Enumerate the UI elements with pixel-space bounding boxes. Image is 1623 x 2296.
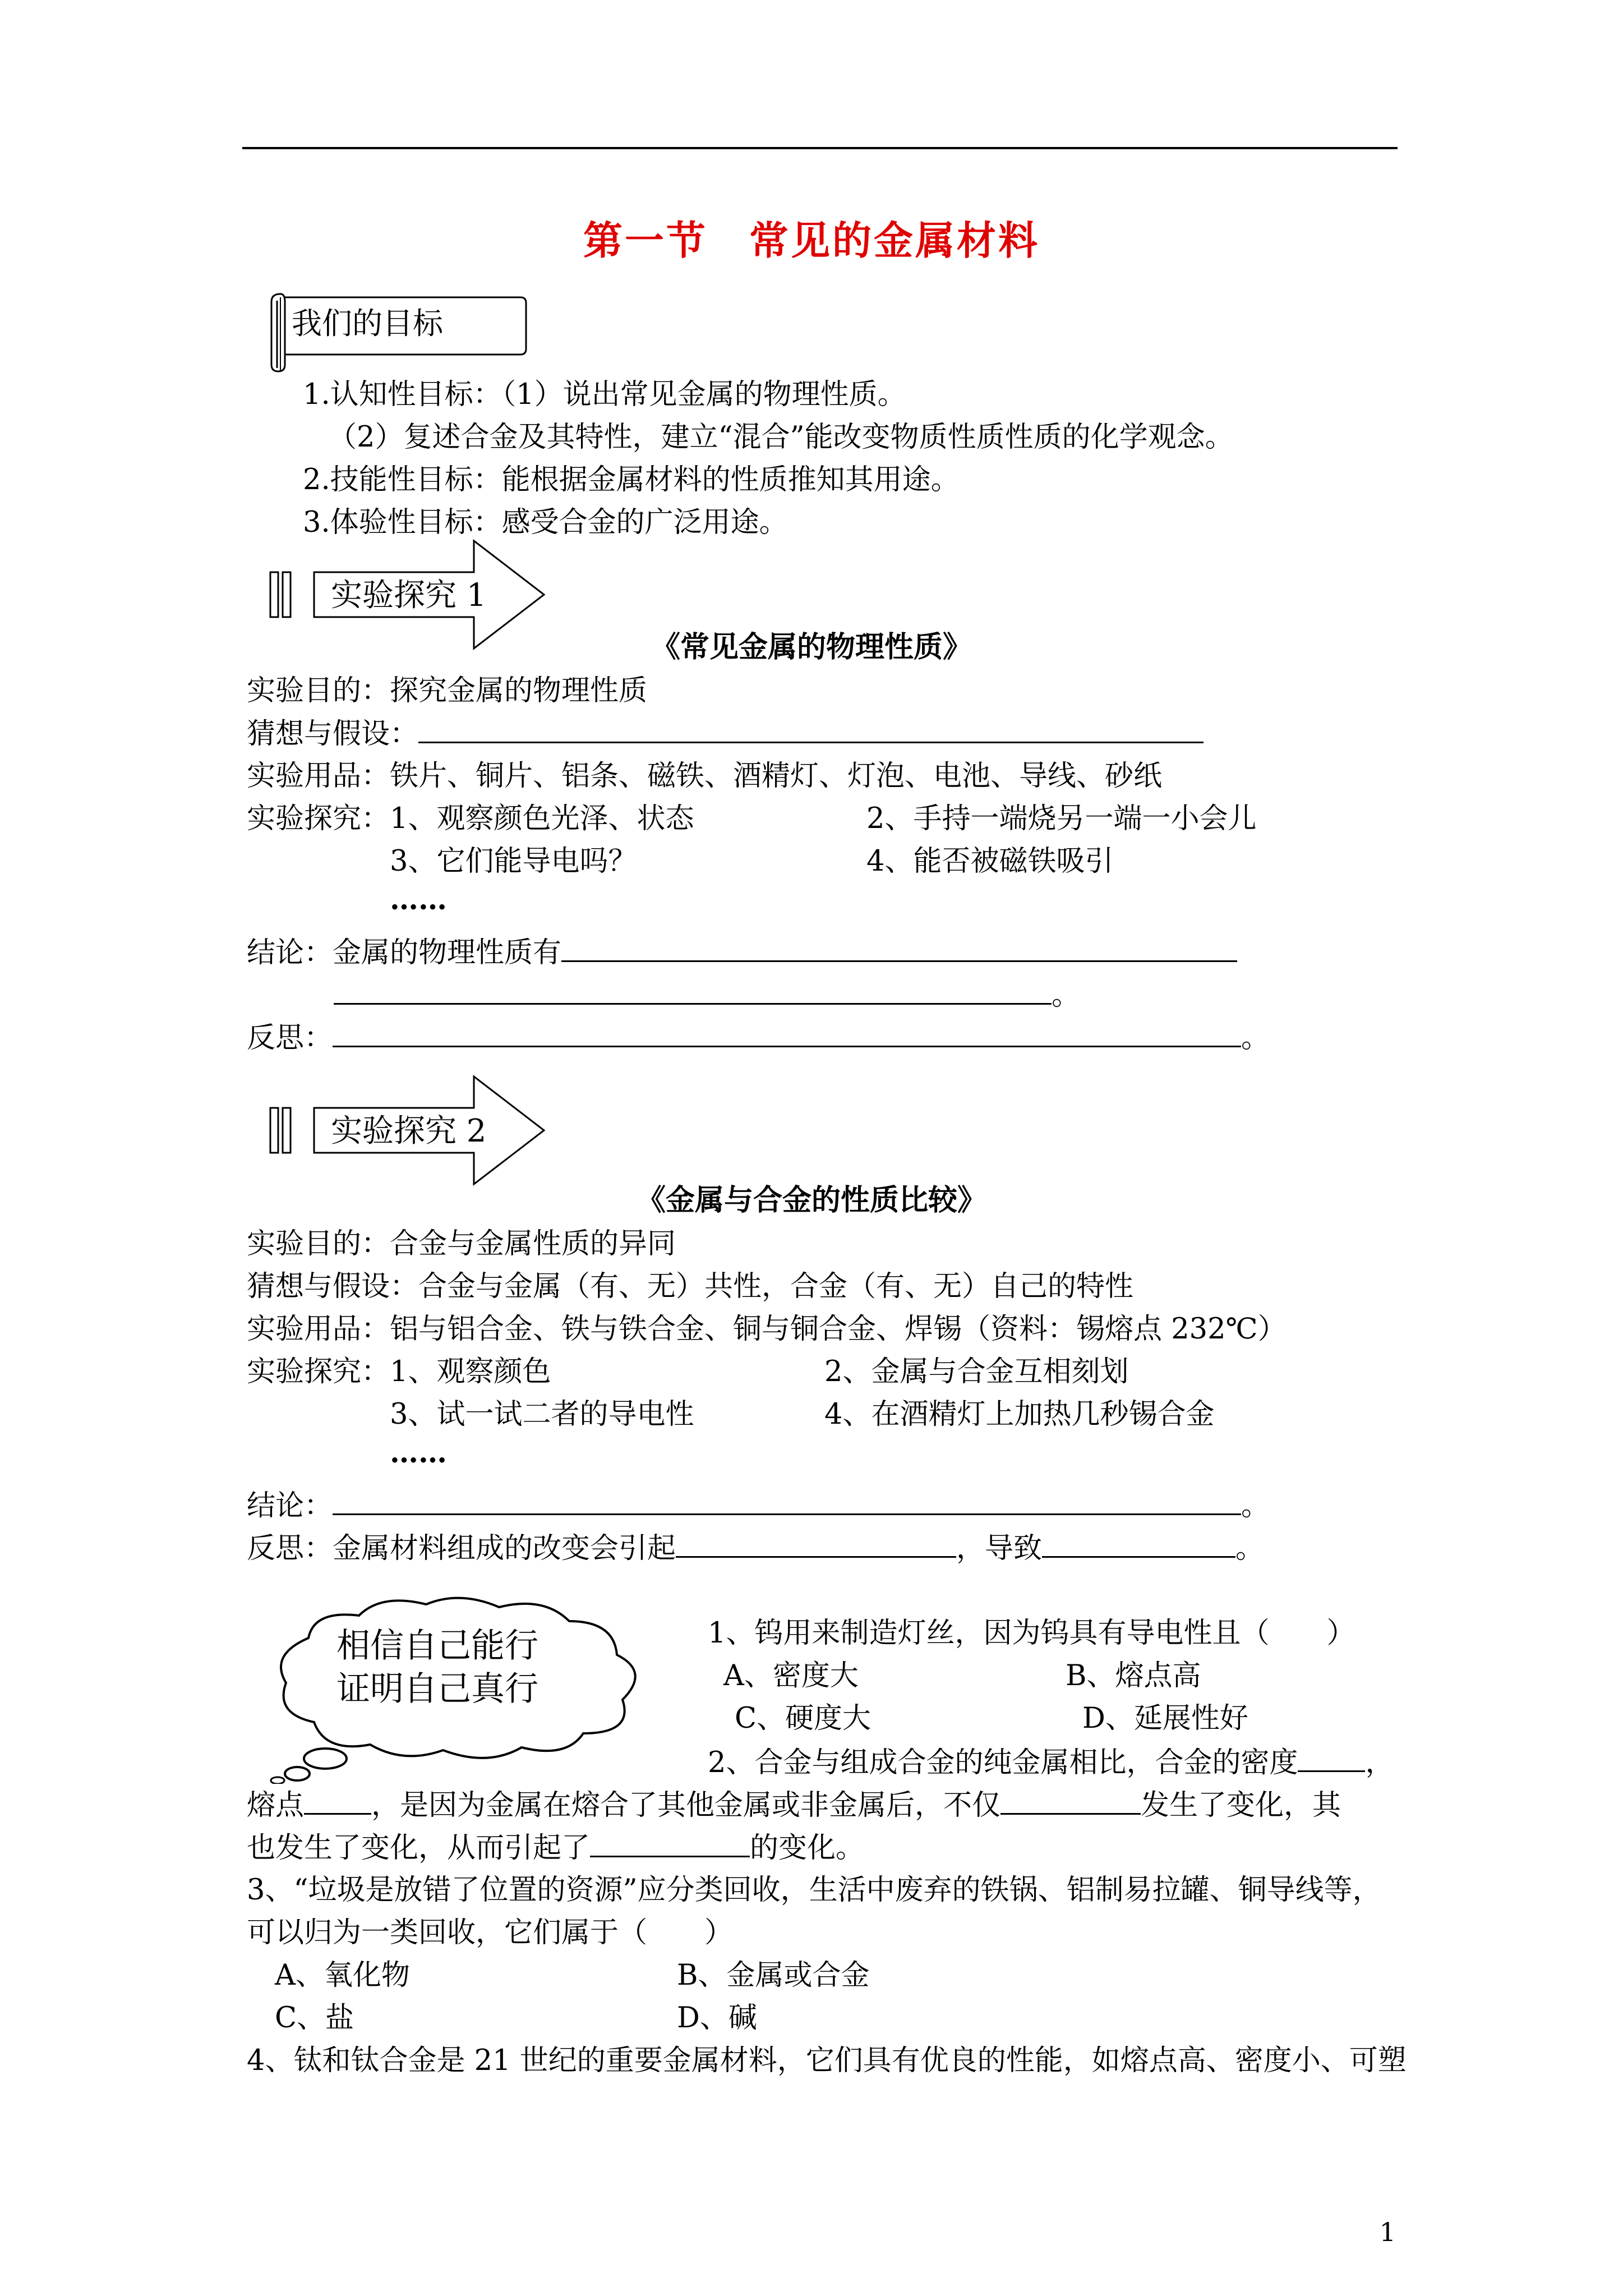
exp1-hypothesis-blank[interactable] bbox=[418, 716, 1204, 743]
exp1-hypothesis bbox=[247, 716, 1204, 752]
exp2-reflection-label: 反思：金属材料组成的改变会引起 bbox=[247, 1532, 676, 1565]
goals-banner-label: 我们的目标 bbox=[292, 306, 443, 341]
exp1-explore-label: 实验探究： bbox=[247, 802, 390, 835]
q1-option-c: C、硬度大 bbox=[735, 1702, 872, 1735]
exp1-conclusion-line2 bbox=[334, 977, 1080, 1014]
q1-option-d: D、延展性好 bbox=[1082, 1702, 1248, 1735]
cloud-line-2: 证明自己真行 bbox=[336, 1669, 538, 1709]
exp1-step-3: 3、它们能导电吗？ bbox=[390, 845, 637, 878]
exp1-materials: 实验用品：铁片、铜片、铝条、磁铁、酒精灯、灯泡、电池、导线、砂纸 bbox=[247, 760, 1163, 793]
q3-option-d: D、碱 bbox=[677, 2001, 757, 2035]
question-2-line-2 bbox=[247, 1787, 1341, 1824]
exp2-conclusion bbox=[247, 1488, 1270, 1524]
q2-blank-changed[interactable] bbox=[1000, 1787, 1141, 1815]
exp2-conclusion-label: 结论： bbox=[247, 1489, 333, 1522]
page-title: 第一节 常见的金属材料 bbox=[583, 217, 1040, 264]
question-1: 1、钨用来制造灯丝，因为钨具有导电性且（ ） bbox=[708, 1617, 1355, 1650]
exp1-conclusion-period: 。 bbox=[1052, 979, 1081, 1012]
q2-blank-melting[interactable] bbox=[304, 1787, 371, 1815]
goal-1-2: （2）复述合金及其特性，建立“混合”能改变物质性质性质的化学观念。 bbox=[328, 421, 1234, 454]
exp1-hypothesis-label: 猜想与假设： bbox=[247, 717, 419, 751]
exp1-reflection-blank[interactable] bbox=[333, 1020, 1241, 1047]
q3-option-b: B、金属或合金 bbox=[677, 1959, 870, 1992]
exp2-step-1: 1、观察颜色 bbox=[390, 1355, 551, 1388]
exp2-hypothesis: 猜想与假设：合金与金属（有、无）共性，合金（有、无）自己的特性 bbox=[247, 1270, 1134, 1303]
goal-2: 2.技能性目标：能根据金属材料的性质推知其用途。 bbox=[303, 463, 960, 496]
q2-text-b1: 熔点 bbox=[247, 1789, 305, 1822]
exp2-step-4: 4、在酒精灯上加热几秒锡合金 bbox=[824, 1398, 1215, 1431]
exp1-banner-label: 实验探究 1 bbox=[331, 577, 487, 614]
exp1-subtitle: 《常见金属的物理性质》 bbox=[651, 630, 972, 664]
question-2-line-3 bbox=[247, 1830, 864, 1866]
exp1-reflection-period: 。 bbox=[1241, 1022, 1270, 1055]
question-3-line-2: 可以归为一类回收，它们属于（ ） bbox=[247, 1916, 734, 1949]
q2-blank-density[interactable] bbox=[1298, 1745, 1365, 1772]
exp1-reflection-label: 反思： bbox=[247, 1022, 333, 1055]
exp2-conclusion-period: 。 bbox=[1241, 1489, 1270, 1522]
exp2-step-3: 3、试一试二者的导电性 bbox=[390, 1398, 694, 1431]
q2-text-a: 2、合金与组成合金的纯金属相比，合金的密度 bbox=[708, 1746, 1298, 1779]
q2-text-c2: 的变化。 bbox=[750, 1832, 865, 1865]
exp2-explore-label: 实验探究： bbox=[247, 1355, 390, 1388]
exp1-ellipsis: …… bbox=[390, 883, 447, 917]
exp1-purpose: 实验目的：探究金属的物理性质 bbox=[247, 674, 648, 707]
goal-1: 1.认知性目标：（1）说出常见金属的物理性质。 bbox=[303, 378, 906, 411]
exp2-banner-label: 实验探究 2 bbox=[331, 1113, 487, 1149]
q2-text-a-end: ， bbox=[1365, 1746, 1394, 1779]
exp2-reflection bbox=[247, 1530, 1264, 1567]
exp1-conclusion-blank-1[interactable] bbox=[561, 935, 1237, 962]
question-4: 4、钛和钛合金是 21 世纪的重要金属材料，它们具有优良的性能，如熔点高、密度小、可塑 bbox=[247, 2044, 1407, 2077]
exp2-ellipsis: …… bbox=[390, 1436, 447, 1470]
q1-option-a: A、密度大 bbox=[723, 1659, 859, 1692]
exp2-reflection-blank-1[interactable] bbox=[676, 1530, 956, 1558]
exp2-reflection-mid: ，导致 bbox=[956, 1532, 1043, 1565]
q2-blank-caused[interactable] bbox=[590, 1830, 750, 1857]
q2-text-b3: 发生了变化，其 bbox=[1141, 1789, 1341, 1822]
exp2-conclusion-blank[interactable] bbox=[333, 1488, 1241, 1515]
q2-text-c1: 也发生了变化，从而引起了 bbox=[247, 1832, 591, 1865]
goal-3: 3.体验性目标：感受合金的广泛用途。 bbox=[303, 506, 788, 539]
exp2-step-2: 2、金属与合金互相刻划 bbox=[824, 1355, 1129, 1388]
exp1-step-2: 2、手持一端烧另一端一小会儿 bbox=[866, 802, 1257, 835]
question-3-line-1: 3、“垃圾是放错了位置的资源”应分类回收，生活中废弃的铁锅、铝制易拉罐、铜导线等， bbox=[247, 1874, 1381, 1907]
exp1-step-4: 4、能否被磁铁吸引 bbox=[866, 845, 1114, 878]
exp1-conclusion-label: 结论：金属的物理性质有 bbox=[247, 936, 562, 969]
exp1-reflection bbox=[247, 1020, 1270, 1056]
q3-option-a: A、氧化物 bbox=[275, 1959, 410, 1992]
cloud-line-1: 相信自己能行 bbox=[336, 1626, 538, 1665]
exp2-materials: 实验用品：铝与铝合金、铁与铁合金、铜与铜合金、焊锡（资料：锡熔点 232℃） bbox=[247, 1313, 1287, 1346]
exp2-purpose: 实验目的：合金与金属性质的异同 bbox=[247, 1227, 676, 1260]
q3-option-c: C、盐 bbox=[275, 2001, 354, 2035]
exp1-step-1: 1、观察颜色光泽、状态 bbox=[390, 802, 694, 835]
exp1-conclusion-blank-2[interactable] bbox=[334, 977, 1052, 1005]
exp2-subtitle: 《金属与合金的性质比较》 bbox=[636, 1183, 986, 1217]
question-2-line-1 bbox=[708, 1745, 1394, 1781]
exp2-reflection-period: 。 bbox=[1235, 1532, 1265, 1565]
header-rule bbox=[242, 147, 1398, 149]
exp1-conclusion bbox=[247, 935, 1237, 971]
page-number: 1 bbox=[1379, 2217, 1396, 2247]
exp2-reflection-blank-2[interactable] bbox=[1042, 1530, 1235, 1558]
q2-text-b2: ，是因为金属在熔合了其他金属或非金属后，不仅 bbox=[371, 1789, 1001, 1822]
q1-option-b: B、熔点高 bbox=[1066, 1659, 1201, 1692]
